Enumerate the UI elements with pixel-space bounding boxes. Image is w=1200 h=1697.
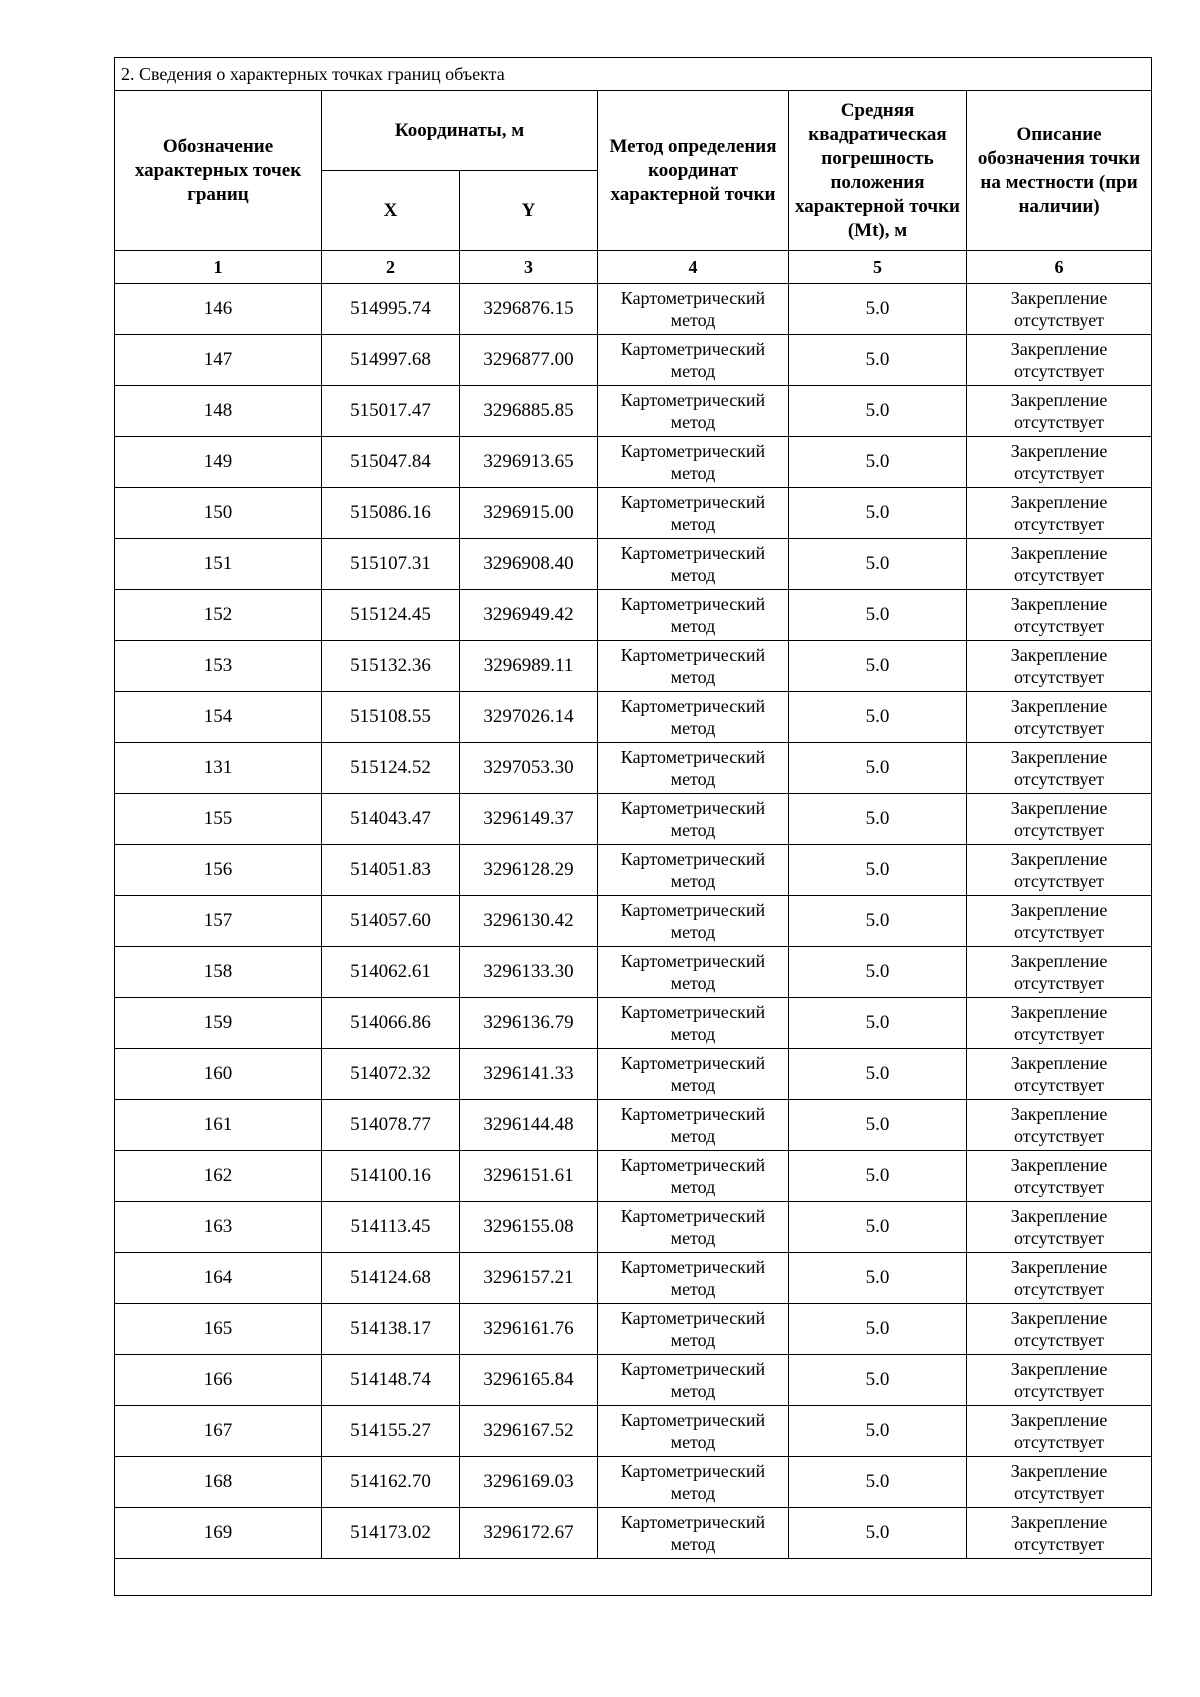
y-coordinate-cell: 3296169.03 [460, 1457, 598, 1508]
error-cell: 5.0 [789, 1100, 967, 1151]
point-number-cell: 160 [115, 1049, 322, 1100]
y-coordinate-cell: 3296133.30 [460, 947, 598, 998]
error-cell: 5.0 [789, 998, 967, 1049]
table-body [115, 284, 1152, 1559]
error-cell: 5.0 [789, 1406, 967, 1457]
table-row [115, 437, 1152, 488]
description-cell: Закрепление отсутствует [967, 539, 1152, 590]
method-cell: Картометрический метод [598, 1508, 789, 1559]
x-coordinate-cell: 514100.16 [322, 1151, 460, 1202]
table-row [115, 1457, 1152, 1508]
y-coordinate-cell: 3296157.21 [460, 1253, 598, 1304]
point-number-cell: 154 [115, 692, 322, 743]
description-cell: Закрепление отсутствует [967, 794, 1152, 845]
table-row [115, 386, 1152, 437]
description-cell: Закрепление отсутствует [967, 692, 1152, 743]
method-cell: Картометрический метод [598, 641, 789, 692]
method-cell: Картометрический метод [598, 998, 789, 1049]
column-number: 3 [460, 251, 598, 284]
method-cell: Картометрический метод [598, 284, 789, 335]
table-row [115, 743, 1152, 794]
table-row [115, 1253, 1152, 1304]
section-title: 2. Сведения о характерных точках границ объекта [115, 58, 1152, 91]
method-cell: Картометрический метод [598, 488, 789, 539]
header-method: Метод определения координат характерной точки [598, 91, 789, 251]
header-x: X [322, 171, 460, 251]
description-cell: Закрепление отсутствует [967, 335, 1152, 386]
error-cell: 5.0 [789, 1304, 967, 1355]
method-cell: Картометрический метод [598, 1457, 789, 1508]
x-coordinate-cell: 515132.36 [322, 641, 460, 692]
x-coordinate-cell: 514155.27 [322, 1406, 460, 1457]
x-coordinate-cell: 514057.60 [322, 896, 460, 947]
method-cell: Картометрический метод [598, 1253, 789, 1304]
x-coordinate-cell: 515124.52 [322, 743, 460, 794]
description-cell: Закрепление отсутствует [967, 845, 1152, 896]
description-cell: Закрепление отсутствует [967, 1253, 1152, 1304]
y-coordinate-cell: 3296165.84 [460, 1355, 598, 1406]
error-cell: 5.0 [789, 692, 967, 743]
x-coordinate-cell: 514078.77 [322, 1100, 460, 1151]
x-coordinate-cell: 514051.83 [322, 845, 460, 896]
table-row [115, 539, 1152, 590]
point-number-cell: 147 [115, 335, 322, 386]
description-cell: Закрепление отсутствует [967, 386, 1152, 437]
error-cell: 5.0 [789, 1049, 967, 1100]
y-coordinate-cell: 3296913.65 [460, 437, 598, 488]
table-row [115, 947, 1152, 998]
description-cell: Закрепление отсутствует [967, 1508, 1152, 1559]
header-coordinates: Координаты, м [322, 91, 598, 171]
error-cell: 5.0 [789, 437, 967, 488]
document-page [114, 57, 1151, 1596]
y-coordinate-cell: 3296136.79 [460, 998, 598, 1049]
error-cell: 5.0 [789, 1253, 967, 1304]
empty-row [115, 1559, 1152, 1596]
method-cell: Картометрический метод [598, 1406, 789, 1457]
error-cell: 5.0 [789, 845, 967, 896]
method-cell: Картометрический метод [598, 437, 789, 488]
x-coordinate-cell: 514072.32 [322, 1049, 460, 1100]
error-cell: 5.0 [789, 1151, 967, 1202]
table-row [115, 845, 1152, 896]
column-number: 5 [789, 251, 967, 284]
method-cell: Картометрический метод [598, 1202, 789, 1253]
point-number-cell: 163 [115, 1202, 322, 1253]
description-cell: Закрепление отсутствует [967, 641, 1152, 692]
boundary-points-table [114, 57, 1152, 1596]
error-cell: 5.0 [789, 284, 967, 335]
method-cell: Картометрический метод [598, 947, 789, 998]
table-row [115, 692, 1152, 743]
y-coordinate-cell: 3296144.48 [460, 1100, 598, 1151]
description-cell: Закрепление отсутствует [967, 1355, 1152, 1406]
error-cell: 5.0 [789, 896, 967, 947]
method-cell: Картометрический метод [598, 1151, 789, 1202]
table-row [115, 1202, 1152, 1253]
header-designation: Обозначение характерных точек границ [115, 91, 322, 251]
method-cell: Картометрический метод [598, 1355, 789, 1406]
point-number-cell: 151 [115, 539, 322, 590]
x-coordinate-cell: 514124.68 [322, 1253, 460, 1304]
x-coordinate-cell: 514138.17 [322, 1304, 460, 1355]
column-number: 1 [115, 251, 322, 284]
error-cell: 5.0 [789, 641, 967, 692]
y-coordinate-cell: 3296151.61 [460, 1151, 598, 1202]
y-coordinate-cell: 3297053.30 [460, 743, 598, 794]
column-number: 6 [967, 251, 1152, 284]
x-coordinate-cell: 515108.55 [322, 692, 460, 743]
error-cell: 5.0 [789, 590, 967, 641]
point-number-cell: 131 [115, 743, 322, 794]
table-row [115, 1406, 1152, 1457]
y-coordinate-cell: 3296172.67 [460, 1508, 598, 1559]
y-coordinate-cell: 3296908.40 [460, 539, 598, 590]
point-number-cell: 167 [115, 1406, 322, 1457]
x-coordinate-cell: 514043.47 [322, 794, 460, 845]
error-cell: 5.0 [789, 488, 967, 539]
column-number: 4 [598, 251, 789, 284]
table-row [115, 1355, 1152, 1406]
error-cell: 5.0 [789, 1202, 967, 1253]
description-cell: Закрепление отсутствует [967, 1151, 1152, 1202]
description-cell: Закрепление отсутствует [967, 488, 1152, 539]
table-row [115, 896, 1152, 947]
table-row [115, 284, 1152, 335]
y-coordinate-cell: 3296161.76 [460, 1304, 598, 1355]
error-cell: 5.0 [789, 794, 967, 845]
y-coordinate-cell: 3296128.29 [460, 845, 598, 896]
table-row [115, 590, 1152, 641]
error-cell: 5.0 [789, 386, 967, 437]
y-coordinate-cell: 3296949.42 [460, 590, 598, 641]
x-coordinate-cell: 514162.70 [322, 1457, 460, 1508]
x-coordinate-cell: 514113.45 [322, 1202, 460, 1253]
method-cell: Картометрический метод [598, 1100, 789, 1151]
x-coordinate-cell: 514173.02 [322, 1508, 460, 1559]
method-cell: Картометрический метод [598, 1304, 789, 1355]
table-row [115, 1508, 1152, 1559]
description-cell: Закрепление отсутствует [967, 284, 1152, 335]
description-cell: Закрепление отсутствует [967, 1304, 1152, 1355]
error-cell: 5.0 [789, 1457, 967, 1508]
method-cell: Картометрический метод [598, 743, 789, 794]
y-coordinate-cell: 3296141.33 [460, 1049, 598, 1100]
x-coordinate-cell: 515107.31 [322, 539, 460, 590]
y-coordinate-cell: 3296915.00 [460, 488, 598, 539]
column-numbers-row [115, 251, 1152, 284]
table-row [115, 335, 1152, 386]
y-coordinate-cell: 3296167.52 [460, 1406, 598, 1457]
header-description: Описание обозначения точки на местности (при наличии) [967, 91, 1152, 251]
table-row [115, 794, 1152, 845]
description-cell: Закрепление отсутствует [967, 1406, 1152, 1457]
y-coordinate-cell: 3296149.37 [460, 794, 598, 845]
x-coordinate-cell: 514062.61 [322, 947, 460, 998]
description-cell: Закрепление отсутствует [967, 437, 1152, 488]
column-number: 2 [322, 251, 460, 284]
point-number-cell: 166 [115, 1355, 322, 1406]
x-coordinate-cell: 514997.68 [322, 335, 460, 386]
x-coordinate-cell: 515047.84 [322, 437, 460, 488]
empty-cell [115, 1559, 1152, 1596]
point-number-cell: 148 [115, 386, 322, 437]
point-number-cell: 169 [115, 1508, 322, 1559]
table-row [115, 1151, 1152, 1202]
x-coordinate-cell: 515017.47 [322, 386, 460, 437]
point-number-cell: 168 [115, 1457, 322, 1508]
header-error: Средняя квадратическая погрешность положения характерной точки (Mt), м [789, 91, 967, 251]
table-row [115, 488, 1152, 539]
point-number-cell: 149 [115, 437, 322, 488]
table-row [115, 1049, 1152, 1100]
x-coordinate-cell: 514148.74 [322, 1355, 460, 1406]
point-number-cell: 157 [115, 896, 322, 947]
table-row [115, 1100, 1152, 1151]
y-coordinate-cell: 3296155.08 [460, 1202, 598, 1253]
description-cell: Закрепление отсутствует [967, 998, 1152, 1049]
point-number-cell: 156 [115, 845, 322, 896]
x-coordinate-cell: 515086.16 [322, 488, 460, 539]
y-coordinate-cell: 3296885.85 [460, 386, 598, 437]
description-cell: Закрепление отсутствует [967, 947, 1152, 998]
error-cell: 5.0 [789, 539, 967, 590]
method-cell: Картометрический метод [598, 539, 789, 590]
point-number-cell: 159 [115, 998, 322, 1049]
error-cell: 5.0 [789, 743, 967, 794]
description-cell: Закрепление отсутствует [967, 590, 1152, 641]
method-cell: Картометрический метод [598, 590, 789, 641]
error-cell: 5.0 [789, 1508, 967, 1559]
method-cell: Картометрический метод [598, 692, 789, 743]
description-cell: Закрепление отсутствует [967, 1457, 1152, 1508]
point-number-cell: 162 [115, 1151, 322, 1202]
point-number-cell: 161 [115, 1100, 322, 1151]
description-cell: Закрепление отсутствует [967, 1202, 1152, 1253]
description-cell: Закрепление отсутствует [967, 1049, 1152, 1100]
point-number-cell: 155 [115, 794, 322, 845]
point-number-cell: 165 [115, 1304, 322, 1355]
method-cell: Картометрический метод [598, 386, 789, 437]
x-coordinate-cell: 515124.45 [322, 590, 460, 641]
y-coordinate-cell: 3297026.14 [460, 692, 598, 743]
method-cell: Картометрический метод [598, 794, 789, 845]
error-cell: 5.0 [789, 947, 967, 998]
y-coordinate-cell: 3296876.15 [460, 284, 598, 335]
description-cell: Закрепление отсутствует [967, 743, 1152, 794]
table-row [115, 998, 1152, 1049]
y-coordinate-cell: 3296130.42 [460, 896, 598, 947]
method-cell: Картометрический метод [598, 845, 789, 896]
point-number-cell: 150 [115, 488, 322, 539]
point-number-cell: 164 [115, 1253, 322, 1304]
table-row [115, 1304, 1152, 1355]
method-cell: Картометрический метод [598, 896, 789, 947]
error-cell: 5.0 [789, 335, 967, 386]
description-cell: Закрепление отсутствует [967, 1100, 1152, 1151]
table-row [115, 641, 1152, 692]
method-cell: Картометрический метод [598, 335, 789, 386]
description-cell: Закрепление отсутствует [967, 896, 1152, 947]
header-y: Y [460, 171, 598, 251]
point-number-cell: 153 [115, 641, 322, 692]
x-coordinate-cell: 514066.86 [322, 998, 460, 1049]
method-cell: Картометрический метод [598, 1049, 789, 1100]
point-number-cell: 158 [115, 947, 322, 998]
error-cell: 5.0 [789, 1355, 967, 1406]
y-coordinate-cell: 3296989.11 [460, 641, 598, 692]
point-number-cell: 146 [115, 284, 322, 335]
point-number-cell: 152 [115, 590, 322, 641]
x-coordinate-cell: 514995.74 [322, 284, 460, 335]
y-coordinate-cell: 3296877.00 [460, 335, 598, 386]
